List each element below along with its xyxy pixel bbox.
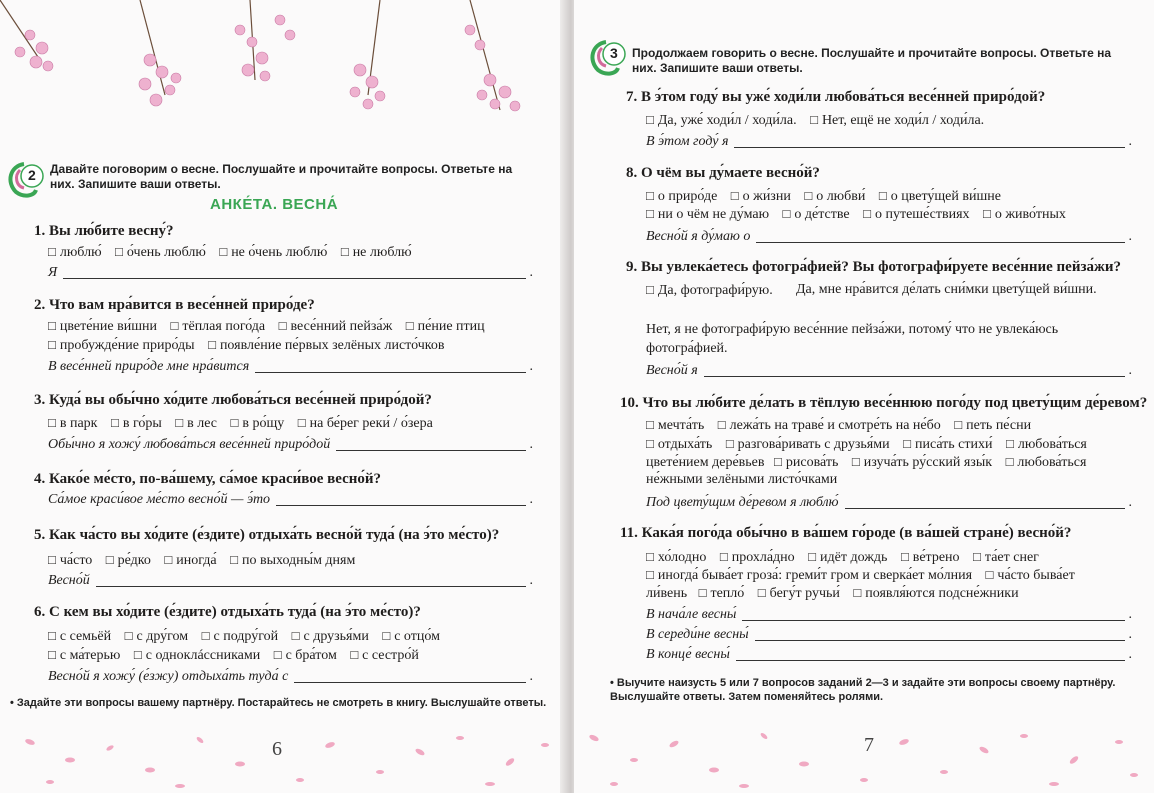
answer-line-7[interactable]: В э́том году́ я . [646,134,1132,149]
checkbox-option[interactable]: □ с сестро́й [350,648,419,663]
checkbox-option[interactable]: □ изуча́ть ру́сский язы́к [852,455,992,470]
question-8: 8. О чём вы ду́маете весно́й? [626,165,820,181]
checkbox-option[interactable]: □ в лес [175,416,217,431]
checkbox-option[interactable]: □ любова́ться [1006,455,1087,470]
checkbox-option[interactable]: □ весе́нний пейза́ж [279,319,393,334]
checkbox-option[interactable]: □ с бра́том [274,648,337,663]
answer-line-8[interactable]: Весно́й я ду́маю о . [646,229,1132,244]
checkbox-option[interactable]: □ о жи́зни [731,189,791,204]
checkbox-option[interactable]: □ с подру́гой [202,629,279,644]
checkbox-option[interactable]: □ Да, фотографи́рую. [646,283,773,298]
checkbox-option[interactable]: □ по выходны́м дням [230,553,355,568]
checkbox-option[interactable]: □ писа́ть стихи́ [903,437,992,452]
question-5: 5. Как ча́сто вы хо́дите (е́здите) отдыха́ть весно́й туда́ (на э́то ме́сто)? [34,527,500,543]
question-10-options-row3: цвете́нием дере́вьев □ рисова́ть □ изуча́ть ру́сский язы́к □ любова́ться [646,452,1096,472]
checkbox-option[interactable]: □ ни о чём не ду́маю [646,207,769,222]
checkbox-option[interactable]: □ Нет, ещё не ходи́л / ходи́ла. [810,113,984,128]
answer-line-2[interactable]: В весе́нней приро́де мне нра́вится . [48,359,533,374]
task-number: 2 [28,167,36,183]
checkbox-option[interactable]: □ о любви́ [804,189,865,204]
question-9-option-b[interactable]: Да, мне нра́вится де́лать сни́мки цвету́щей ви́шни. [796,282,1097,297]
answer-line-10[interactable]: Под цвету́щим де́ревом я люблю́ . [646,495,1132,510]
checkbox-option[interactable]: □ о де́тстве [783,207,850,222]
question-9: 9. Вы увлека́етесь фотогра́фией? Вы фотографи́руете весе́нние пейза́жи? [626,259,1122,275]
question-11-options-row3: ли́вень □ тепло́ □ бегу́т ручьи́ □ появля́ются подсне́жники [646,583,1029,603]
checkbox-option[interactable]: □ с одноклáссниками [134,648,260,663]
checkbox-option[interactable]: □ ве́трено [901,550,960,565]
checkbox-option[interactable]: □ на бе́рег реки́ / о́зера [298,416,433,431]
instruction-note: • Задайте эти вопросы вашему партнёру. Постарайтесь не смотреть в книгу. Выслушайте ответы. [10,697,547,709]
question-4: 4. Како́е ме́сто, по-ва́шему, са́мое краси́вое весно́й? [34,471,382,487]
checkbox-option[interactable]: □ не люблю́ [341,245,412,260]
checkbox-option[interactable]: □ ча́сто [48,553,92,568]
checkbox-option[interactable]: □ та́ет снег [973,550,1039,565]
page-left [0,0,568,793]
answer-line-4[interactable]: Са́мое краси́вое ме́сто весно́й — э́то . [48,492,533,507]
checkbox-option[interactable]: □ с ма́терью [48,648,120,663]
question-10-options-row4: не́жными зелёными листо́чками [646,472,838,487]
checkbox-option[interactable]: □ иногда́ [164,553,216,568]
checkbox-option[interactable]: □ о цвету́щей ви́шне [879,189,1001,204]
checkbox-option[interactable]: □ люблю́ [48,245,102,260]
checkbox-option[interactable]: □ с дру́гом [125,629,189,644]
checkbox-option[interactable]: □ не о́чень люблю́ [219,245,327,260]
checkbox-option[interactable]: □ с семьёй [48,629,111,644]
question-2: 2. Что вам нра́вится в весе́нней приро́де? [34,297,315,313]
question-1: 1. Вы лю́бите весну́? [34,223,174,239]
question-11: 11. Кака́я пого́да обы́чно в ва́шем го́роде (в ва́шей стране́) весно́й? [620,525,1072,541]
checkbox-option[interactable]: □ в ро́щу [231,416,285,431]
checkbox-option[interactable]: □ иногда́ быва́ет гроза́: греми́т гром и сверка́ет мо́лния [646,568,972,583]
checkbox-option[interactable]: □ появле́ние пе́рвых зелёных листо́чков [208,338,444,353]
answer-line-11c[interactable]: В конце́ весны́ . [646,647,1132,662]
checkbox-option[interactable]: □ цвете́ние ви́шни [48,319,157,334]
answer-line-9[interactable]: Весно́й я . [646,363,1132,378]
answer-line-6[interactable]: Весно́й я хожу́ (е́зжу) отдыха́ть туда́ с . [48,669,533,684]
checkbox-option[interactable]: □ тёплая пого́да [171,319,266,334]
question-9-option-c[interactable]: Нет, я не фотографи́рую весе́нние пейза́жи, потому́ что не увлека́юсь фотогра́фией. [646,322,1059,356]
checkbox-option[interactable]: □ о путеше́ствиях [863,207,969,222]
checkbox-option[interactable]: □ хо́лодно [646,550,706,565]
petals-decoration-icon [574,0,1154,793]
checkbox-option[interactable]: □ с друзья́ми [292,629,369,644]
petals-decoration-icon [0,0,568,793]
checkbox-option[interactable]: □ ре́дко [106,553,151,568]
answer-line-3[interactable]: Обы́чно я хожу́ любова́ться весе́нней приро́дой . [48,437,533,452]
checkbox-option[interactable]: □ Да, уже́ ходи́л / ходи́ла. [646,113,797,128]
answer-line-5[interactable]: Весно́й . [48,573,533,588]
question-3: 3. Куда́ вы обы́чно хо́дите любова́ться весе́нней приро́дой? [34,392,432,408]
checkbox-option[interactable]: □ о живо́тных [983,207,1066,222]
checkbox-option[interactable]: □ ча́сто быва́ет [986,568,1075,583]
checkbox-option[interactable]: □ рисова́ть [774,455,838,470]
checkbox-option[interactable]: □ пе́ние птиц [406,319,485,334]
page-title: АНКЕ́ТА. ВЕСНА́ [210,196,339,213]
checkbox-option[interactable]: □ с отцо́м [382,629,440,644]
checkbox-option[interactable]: □ лежа́ть на траве́ и смотре́ть на не́бо [718,418,941,433]
checkbox-option[interactable]: □ в парк [48,416,97,431]
checkbox-option[interactable]: □ разгова́ривать с друзья́ми [726,437,890,452]
checkbox-option[interactable]: □ о приро́де [646,189,717,204]
checkbox-option[interactable]: □ пробужде́ние приро́ды [48,338,195,353]
answer-line-11a[interactable]: В нача́ле весны́ . [646,607,1132,622]
page-number: 6 [272,738,282,760]
checkbox-option[interactable]: □ идёт дождь [808,550,887,565]
question-10: 10. Что вы лю́бите де́лать в тёплую весе́ннюю пого́ду под цвету́щим де́ревом? [620,395,1148,411]
checkbox-option[interactable]: □ о́чень люблю́ [115,245,206,260]
answer-line-1[interactable]: Я . [48,265,533,280]
question-6: 6. С кем вы хо́дите (е́здите) отдыха́ть туда́ (на э́то ме́сто)? [34,604,421,620]
instruction-note: • Выучите наизусть 5 или 7 вопросов заданий 2—3 и задайте эти вопросы своему партнёру. Выслушайте ответы. Затем поменяйтесь ролями. [610,677,1116,703]
answer-line-11b[interactable]: В середи́не весны́ . [646,627,1132,642]
checkbox-option[interactable]: □ любова́ться [1006,437,1087,452]
checkbox-option[interactable]: □ мечта́ть [646,418,704,433]
checkbox-option[interactable]: □ тепло́ [699,586,745,601]
task-instruction: Давайте поговорим о весне. Послушайте и прочитайте вопросы. Ответьте на них. Запишите ваши ответы. [50,162,513,191]
page-right [574,0,1154,793]
task-instruction: Продолжаем говорить о весне. Послушайте и прочитайте вопросы. Ответьте на них. Запишите ваши ответы. [632,46,1111,75]
question-7: 7. В э́том году́ вы уже́ ходи́ли любова́ться весе́нней приро́дой? [626,89,1046,105]
checkbox-option[interactable]: □ петь пе́сни [954,418,1031,433]
task-number: 3 [610,45,618,61]
checkbox-option[interactable]: □ отдыха́ть [646,437,712,452]
checkbox-option[interactable]: □ появля́ются подсне́жники [853,586,1018,601]
page-number: 7 [864,734,874,756]
checkbox-option[interactable]: □ бегу́т ручьи́ [758,586,840,601]
checkbox-option[interactable]: □ прохла́дно [720,550,795,565]
checkbox-option[interactable]: □ в го́ры [111,416,162,431]
